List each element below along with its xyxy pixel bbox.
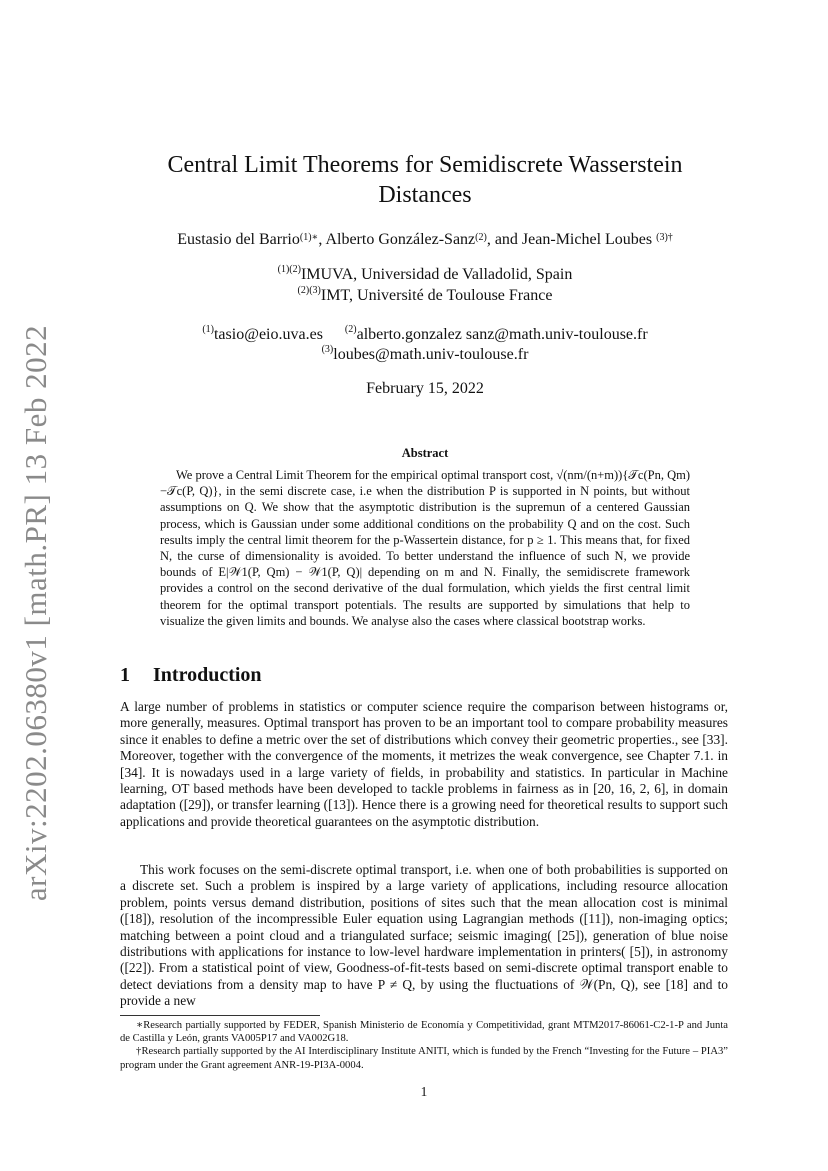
section-heading: [120, 664, 262, 687]
author-list: [100, 230, 750, 250]
author-3: , and Jean-Michel Loubes: [486, 231, 657, 248]
author-1-affil-mark: (1): [299, 232, 312, 243]
abstract-body: We prove a Central Limit Theorem for the empirical optimal transport cost, √(nm/(n+m)){𝒯c(Pn, Qm)−𝒯c(P, Q)}, in the semi discrete case, i.e when the distribution P is supported in N points, but without assumptions on Q. We show that the asymptotic distribution is the supremun of a centered Gaussian process, which is Gaussian under some additional conditions on the probability Q and on the cost. Such results imply the central limit theorem for the p-Wassertein distance, for p ≥ 1. This means that, for fixed N, the curse of dimensionality is avoided. To better understand the influence of such N, we provide bounds of E|𝒲1(P, Qm) − 𝒲1(P, Q)| depending on m and N. Finally, the semidiscrete framework provides a control on the second derivative of the dual formulation, which yields the first central limit theorem for the optimal transport potentials. The results are supported by simulations that help to visualize the given limits and bounds. We analyse also the cases where classical bootstrap works.: [160, 468, 690, 628]
arxiv-identifier[interactable]: arXiv:2202.06380v1 [math.PR] 13 Feb 2022: [18, 324, 53, 901]
affiliation-1: [100, 266, 750, 284]
page-number: 1: [420, 1084, 428, 1099]
title-line-1: Central Limit Theorems for Semidiscrete Wasserstein: [167, 152, 683, 178]
email-line-1: [100, 326, 750, 344]
section-title: Introduction: [153, 664, 262, 686]
publication-date: February 15, 2022: [366, 380, 484, 397]
email-2[interactable]: alberto.gonzalez sanz@math.univ-toulouse.fr: [356, 326, 648, 343]
affiliation-1-mark: (1)(2): [277, 264, 301, 275]
intro-paragraph-1: A large number of problems in statistics or computer science require the comparison between histograms or, more generally, measures. Optimal transport has proven to be an important tool to compare probability measures since it enables to define a metric over the set of distributions which convey their geometric properties., see [33]. Moreover, together with the convergence of the moments, it metrizes the weak convergence, see Chapter 7.1. in [34]. It is nowadays used in a large variety of fields, in probability and statistics. In particular in Machine learning, OT based methods have been developed to tackle problems in fairness as in [20, 16, 2, 6], in domain adaptation ([29]), or transfer learning ([13]). Hence there is a growing need for theoretical results to support such applications and provide theoretical guarantees on the asymptotic distribution.: [120, 699, 728, 829]
author-2: , Alberto González-Sanz: [318, 231, 476, 248]
arxiv-side-stamp: [10, 324, 62, 901]
paper-title: [140, 150, 710, 210]
affiliation-1-text: IMUVA, Universidad de Valladolid, Spain: [300, 266, 573, 283]
email-1[interactable]: tasio@eio.uva.es: [213, 326, 323, 343]
email-line-2: [100, 346, 750, 364]
affiliation-2-mark: (2)(3): [297, 285, 321, 296]
footnote-2: †Research partially supported by the AI Interdisciplinary Institute ANITI, which is funded by the French “Investing for the Future – PIA3” program under the Grant agreement ANR-19-PI3A-0004.: [120, 1046, 728, 1071]
author-3-affil-mark: (3)†: [656, 232, 673, 243]
author-2-affil-mark: (2): [475, 232, 487, 243]
affiliation-2: [100, 287, 750, 305]
footnote-rule: [120, 1015, 320, 1016]
author-1: Eustasio del Barrio: [177, 231, 300, 248]
section-number: 1: [120, 664, 130, 686]
email-2-mark: (2): [344, 324, 357, 335]
abstract-heading: Abstract: [401, 446, 449, 460]
email-3-mark: (3): [321, 344, 334, 355]
email-3[interactable]: loubes@math.univ-toulouse.fr: [333, 346, 529, 363]
author-1-footnote-mark: ∗: [311, 232, 319, 243]
footnotes: [120, 1019, 728, 1072]
intro-paragraph-2: This work focuses on the semi-discrete optimal transport, i.e. when one of both probabilities is supported on a discrete set. Such a problem is inspired by a large variety of applications, including resource allocation problem, points versus demand distribution, positions of sites such that the mean allocation cost is minimal ([18]), resolution of the incompressible Euler equation using Lagrangian methods ([11]), non-imaging optics; matching between a point cloud and a triangulated surface; seismic imaging( [25]), generation of blue noise distributions with applications for instance to low-level hardware implementation in printers( [5]), in astronomy ([22]). From a statistical point of view, Goodness-of-fit-tests based on semi-discrete optimal transport enable to detect deviations from a density map to have P ≠ Q, by using the fluctuations of 𝒲(Pn, Q), see [18] and to provide a new: [120, 862, 728, 1009]
affiliation-2-text: IMT, Université de Toulouse France: [320, 287, 553, 304]
email-1-mark: (1): [202, 324, 214, 335]
title-line-2: Distances: [378, 182, 472, 208]
footnote-1: ∗Research partially supported by FEDER, Spanish Ministerio de Economía y Competitividad, grant MTM2017-86061-C2-1-P and Junta de Castilla y León, grants VA005P17 and VA002G18.: [120, 1020, 728, 1045]
